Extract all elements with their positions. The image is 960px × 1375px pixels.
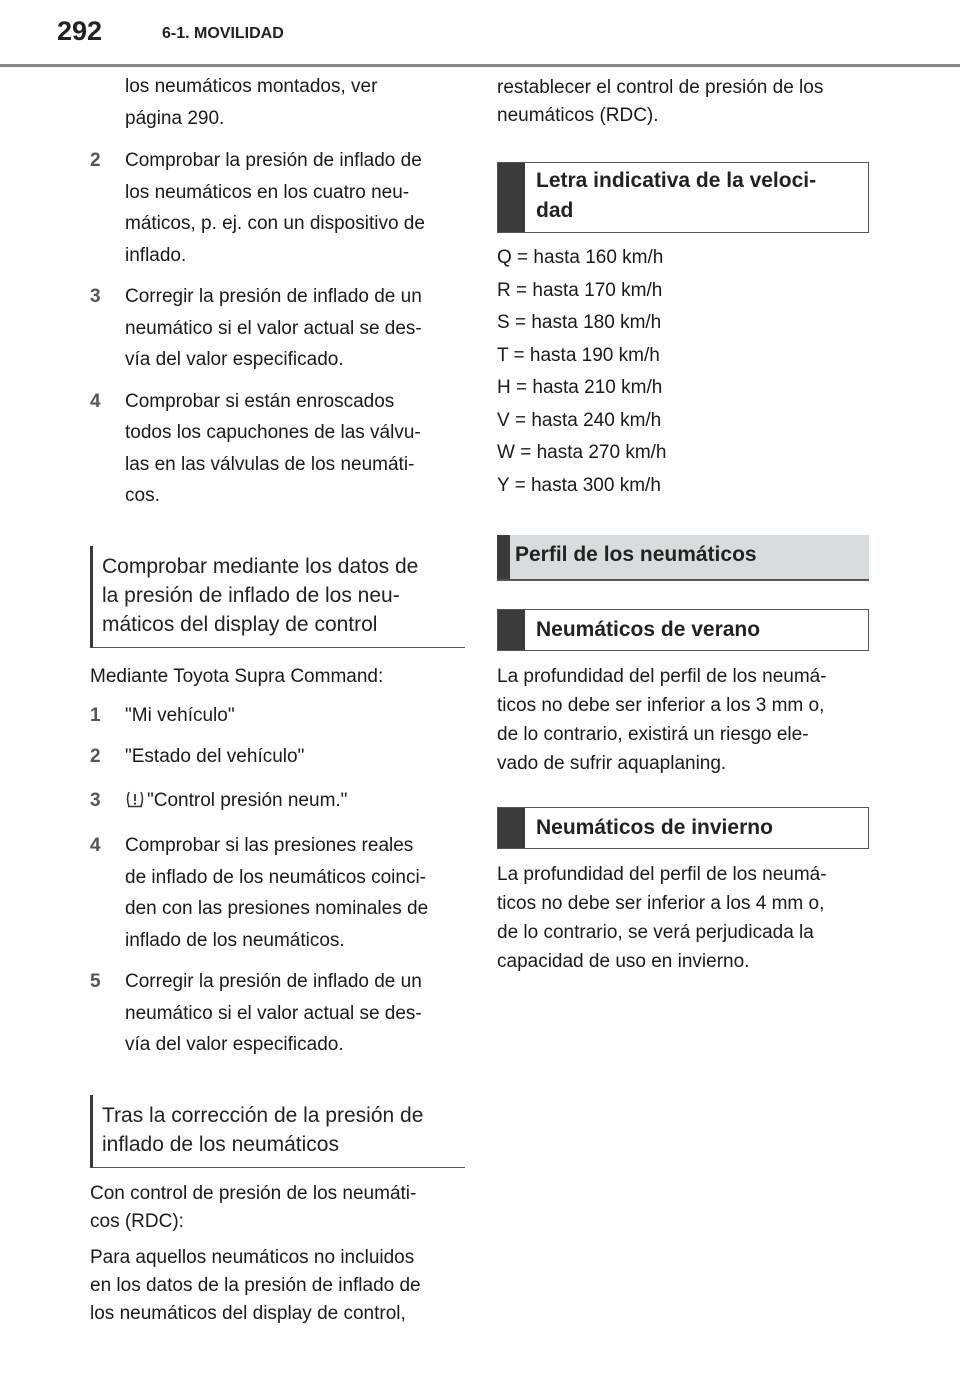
text-line: La profundidad del perfil de los neumá- <box>497 864 827 885</box>
command-intro: Mediante Toyota Supra Command: <box>90 665 384 687</box>
page-number: 292 <box>57 16 103 46</box>
intro-paragraph <box>90 70 465 135</box>
text-line: la presión de inflado de los neu- <box>102 583 400 607</box>
text-line <box>125 785 465 819</box>
not-included-paragraph <box>90 1244 465 1328</box>
text-line: los neumáticos montados, ver <box>125 76 378 97</box>
step-number: 5 <box>90 971 101 992</box>
text-line: "Mi vehículo" <box>125 704 235 726</box>
winter-tires-heading <box>497 807 869 849</box>
text-line: vado de sufrir aquaplaning. <box>497 753 727 774</box>
step-5 <box>90 966 465 1061</box>
speed-item: T = hasta 190 km/h <box>497 344 660 366</box>
text-line: dad <box>536 199 574 222</box>
speed-item: Q = hasta 160 km/h <box>497 247 664 268</box>
text-line: página 290. <box>125 108 225 129</box>
step-2 <box>90 741 465 773</box>
continuation-paragraph <box>497 70 869 130</box>
text-line: máticos, p. ej. con un dispositivo de <box>125 213 425 234</box>
step-2 <box>90 145 465 271</box>
tread-profile-heading <box>497 535 869 581</box>
text-line: Tras la corrección de la presión de <box>102 1103 424 1127</box>
text-line: Con control de presión de los neumáti- <box>90 1182 417 1204</box>
heading-bar <box>498 808 525 848</box>
summer-paragraph <box>497 662 869 778</box>
text-line: Para aquellos neumáticos no incluidos <box>90 1246 415 1268</box>
step-1 <box>90 700 465 732</box>
speed-item: V = hasta 240 km/h <box>497 409 662 431</box>
speed-list <box>497 242 869 502</box>
text-line: inflado. <box>125 244 187 266</box>
text-line: Comprobar mediante los datos de <box>102 554 419 578</box>
step-number: 3 <box>90 789 101 811</box>
speed-item: R = hasta 170 km/h <box>497 279 663 301</box>
speed-index-heading <box>497 162 869 233</box>
text-line: de lo contrario, existirá un riesgo ele- <box>497 724 809 745</box>
text-line: vía del valor especificado. <box>125 1034 344 1055</box>
summer-tires-heading <box>497 609 869 651</box>
heading-text: Perfil de los neumáticos <box>515 543 757 566</box>
text-line: Comprobar si están enroscados <box>125 390 395 412</box>
text-line: inflado de los neumáticos. <box>125 929 345 951</box>
text-line: Corregir la presión de inflado de un <box>125 286 422 307</box>
subheading-display-check <box>90 546 465 648</box>
section-title: 6-1. MOVILIDAD <box>162 25 284 42</box>
step-number: 4 <box>90 390 101 412</box>
text-line: Comprobar la presión de inflado de <box>125 150 422 171</box>
page-header <box>0 0 960 68</box>
text-line: den con las presiones nominales de <box>125 898 429 919</box>
text-line: neumático si el valor actual se des- <box>125 317 422 339</box>
text-line: neumático si el valor actual se des- <box>125 1002 422 1024</box>
text-line: en los datos de la presión de inflado de <box>90 1274 421 1296</box>
heading-bar <box>498 610 525 650</box>
left-column <box>90 70 465 1328</box>
step-3 <box>90 281 465 376</box>
text-line: capacidad de uso en invierno. <box>497 951 750 972</box>
heading-text: Neumáticos de invierno <box>536 816 773 839</box>
text-line: inflado de los neumáticos <box>102 1132 339 1156</box>
text-line: restablecer el control de presión de los <box>497 77 824 98</box>
tire-pressure-warning-icon <box>125 787 145 819</box>
step-4 <box>90 386 465 512</box>
text-line: de lo contrario, se verá perjudicada la <box>497 922 814 943</box>
text-line: "Estado del vehículo" <box>125 746 305 767</box>
text-line: los neumáticos del display de control, <box>90 1302 406 1324</box>
header-divider <box>0 64 960 67</box>
text-line: Corregir la presión de inflado de un <box>125 971 422 992</box>
text-line: los neumáticos en los cuatro neu- <box>125 181 410 203</box>
speed-item: W = hasta 270 km/h <box>497 442 667 463</box>
step-3 <box>90 785 465 819</box>
text-line: cos (RDC): <box>90 1210 184 1232</box>
step-text: "Control presión neum." <box>147 789 348 811</box>
heading-bar <box>498 163 525 232</box>
text-line: de inflado de los neumáticos coinci- <box>125 866 427 888</box>
text-line: vía del valor especificado. <box>125 349 344 370</box>
heading-bar <box>497 535 510 579</box>
text-line: máticos del display de control <box>102 612 378 636</box>
text-line: La profundidad del perfil de los neumá- <box>497 666 827 687</box>
step-number: 1 <box>90 704 101 726</box>
text-line: todos los capuchones de las válvu- <box>125 422 421 443</box>
rdc-paragraph <box>90 1180 465 1236</box>
text-line: Comprobar si las presiones reales <box>125 835 414 856</box>
subheading-after-correction <box>90 1095 465 1168</box>
heading-text: Neumáticos de verano <box>536 618 761 641</box>
speed-item: S = hasta 180 km/h <box>497 312 662 333</box>
step-number: 2 <box>90 150 101 171</box>
speed-item: H = hasta 210 km/h <box>497 377 663 398</box>
step-4 <box>90 830 465 956</box>
right-column <box>497 70 869 976</box>
text-line: Letra indicativa de la veloci- <box>536 169 817 192</box>
speed-item: Y = hasta 300 km/h <box>497 474 661 496</box>
text-line: las en las válvulas de los neumáti- <box>125 453 415 475</box>
winter-paragraph <box>497 860 869 976</box>
text-line: neumáticos (RDC). <box>497 105 659 126</box>
step-number: 3 <box>90 286 101 307</box>
text-line: ticos no debe ser inferior a los 4 mm o, <box>497 893 825 914</box>
step-number: 2 <box>90 746 101 767</box>
text-line: cos. <box>125 485 160 506</box>
text-line: ticos no debe ser inferior a los 3 mm o, <box>497 695 825 716</box>
step-number: 4 <box>90 835 101 856</box>
